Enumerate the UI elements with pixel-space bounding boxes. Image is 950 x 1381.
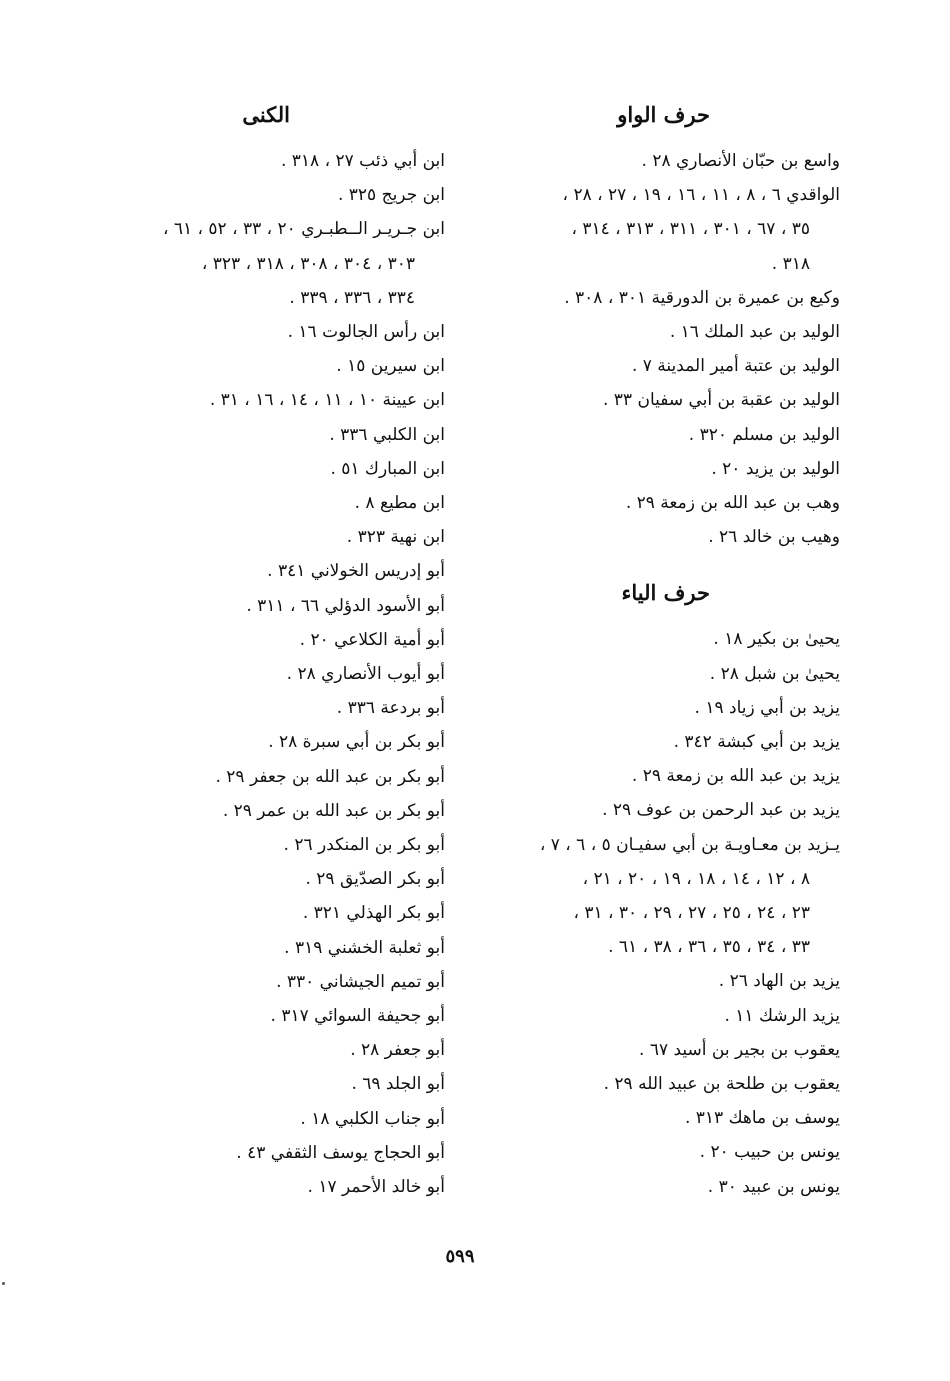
section-heading-waw: حرف الواو (617, 102, 710, 127)
index-entry: ابن رأس الجالوت ١٦ . (287, 322, 445, 343)
index-entry: يزيد الرشك ١١ . (724, 1005, 840, 1026)
index-entry: أبو بكر بن أبي سبرة ٢٨ . (268, 732, 445, 753)
section-heading-kuna: الكنى (242, 102, 290, 127)
index-entry: يوسف بن ماهك ٣١٣ . (684, 1108, 840, 1129)
index-entry: وهيب بن خالد ٢٦ . (708, 527, 840, 548)
index-entry: أبو جعفر ٢٨ . (350, 1040, 445, 1061)
kuna-entries (95, 144, 445, 1204)
index-entry: يعقوب بن بجير بن أسيد ٦٧ . (639, 1039, 840, 1060)
index-entry-continuation: ٢٣ ، ٢٤ ، ٢٥ ، ٢٧ ، ٢٩ ، ٣٠ ، ٣١ ، (573, 903, 810, 924)
index-entry: أبو جحيفة السوائي ٣١٧ . (270, 1006, 445, 1027)
index-entry: أبو بردعة ٣٣٦ . (336, 698, 445, 719)
index-entry: ابن جريج ٣٢٥ . (337, 185, 445, 206)
index-entry: واسع بن حبّان الأنصاري ٢٨ . (641, 151, 840, 171)
left-column (95, 100, 445, 1204)
index-entry: الوليد بن عبد الملك ١٦ . (669, 322, 840, 343)
index-entry: الوليد بن عتبة أمير المدينة ٧ . (631, 356, 840, 377)
index-entry: يـزيد بن معـاويـة بن أبي سفيـان ٥ ، ٦ ، ٧ ، (539, 834, 840, 855)
waw-entries (490, 144, 840, 554)
index-entry: الوليد بن يزيد ٢٠ . (711, 458, 840, 479)
index-entry: أبو بكر الصدّيق ٢٩ . (305, 869, 445, 890)
index-entry: أبو أيوب الأنصاري ٢٨ . (286, 664, 445, 685)
index-entry: أبو إدريس الخولاني ٣٤١ . (267, 561, 445, 582)
index-entry: أبو الحجاج يوسف الثقفي ٤٣ . (236, 1142, 445, 1163)
index-entry: يعقوب بن طلحة بن عبيد الله ٢٩ . (603, 1074, 840, 1095)
index-entry: أبو أمية الكلاعي ٢٠ . (299, 629, 445, 650)
index-entry: أبو الأسود الدؤلي ٦٦ ، ٣١١ . (246, 595, 445, 616)
section-heading-ya: حرف الياء (621, 580, 710, 606)
index-entry: أبو بكر الهذلي ٣٢١ . (302, 903, 445, 924)
index-entry: ابن نهية ٣٢٣ . (346, 527, 445, 548)
index-entry: يزيد بن عبد الرحمن بن عوف ٢٩ . (602, 800, 840, 821)
index-entry: يزيد بن الهاد ٢٦ . (718, 971, 840, 992)
index-entry: ابن أبي ذئب ٢٧ ، ٣١٨ . (280, 151, 445, 171)
index-entry-continuation: ٣٥ ، ٦٧ ، ٣٠١ ، ٣١١ ، ٣١٣ ، ٣١٤ ، (571, 219, 810, 240)
index-entry: أبو تميم الجيشاني ٣٣٠ . (276, 971, 445, 992)
index-entry: الوليد بن عقبة بن أبي سفيان ٣٣ . (602, 390, 840, 411)
index-entry: يزيد بن أبي زياد ١٩ . (694, 697, 840, 718)
right-column (490, 100, 840, 1204)
index-entry: ابن سيرين ١٥ . (336, 356, 445, 377)
index-entry: ابن عيينة ١٠ ، ١١ ، ١٤ ، ١٦ ، ٣١ . (209, 390, 445, 411)
index-entry: الواقدي ٦ ، ٨ ، ١١ ، ١٦ ، ١٩ ، ٢٧ ، ٢٨ ، (562, 185, 840, 206)
index-entry: وكيع بن عميرة بن الدورقية ٣٠١ ، ٣٠٨ . (564, 287, 840, 308)
page-number: ٥٩٩ (445, 1246, 475, 1267)
index-entry: الوليد بن مسلم ٣٢٠ . (688, 424, 840, 445)
index-entry: ابن المبارك ٥١ . (330, 458, 445, 479)
index-entry-continuation: ٣١٨ . (771, 253, 810, 274)
index-entry: ابن الكلبي ٣٣٦ . (329, 424, 445, 445)
ya-entries (490, 622, 840, 1203)
index-entry: يحيىٰ بن بكير ١٨ . (713, 629, 840, 650)
index-entry: يونس بن حبيب ٢٠ . (699, 1142, 840, 1163)
scan-speck (2, 1282, 5, 1285)
index-entry: أبو جناب الكلبي ١٨ . (300, 1108, 445, 1129)
index-entry: يزيد بن عبد الله بن زمعة ٢٩ . (631, 766, 840, 787)
index-entry: ابن جـريـر الــطبـري ٢٠ ، ٣٣ ، ٥٢ ، ٦١ ، (162, 219, 445, 240)
index-entry-continuation: ٣٣ ، ٣٤ ، ٣٥ ، ٣٦ ، ٣٨ ، ٦١ . (608, 937, 810, 958)
index-entry: أبو خالد الأحمر ١٧ . (307, 1177, 445, 1198)
index-entry: وهب بن عبد الله بن زمعة ٢٩ . (625, 493, 840, 514)
index-entry: أبو الجلد ٦٩ . (351, 1074, 445, 1095)
index-entry: أبو بكر بن عبد الله بن جعفر ٢٩ . (215, 766, 445, 787)
index-entry: أبو بكر بن عبد الله بن عمر ٢٩ . (222, 800, 445, 821)
index-entry-continuation: ٣٣٤ ، ٣٣٦ ، ٣٣٩ . (289, 287, 415, 308)
index-entry: يحيىٰ بن شبل ٢٨ . (709, 663, 840, 684)
index-entry: أبو بكر بن المنكدر ٢٦ . (283, 835, 445, 856)
index-entry: يونس بن عبيد ٣٠ . (707, 1176, 840, 1197)
index-entry: أبو ثعلبة الخشني ٣١٩ . (284, 937, 445, 958)
index-entry-continuation: ٨ ، ١٢ ، ١٤ ، ١٨ ، ١٩ ، ٢٠ ، ٢١ ، (582, 868, 810, 889)
index-entry: ابن مطيع ٨ . (354, 493, 445, 514)
index-entry: يزيد بن أبي كبشة ٣٤٢ . (673, 732, 840, 753)
index-entry-continuation: ٣٠٣ ، ٣٠٤ ، ٣٠٨ ، ٣١٨ ، ٣٢٣ ، (201, 253, 415, 274)
